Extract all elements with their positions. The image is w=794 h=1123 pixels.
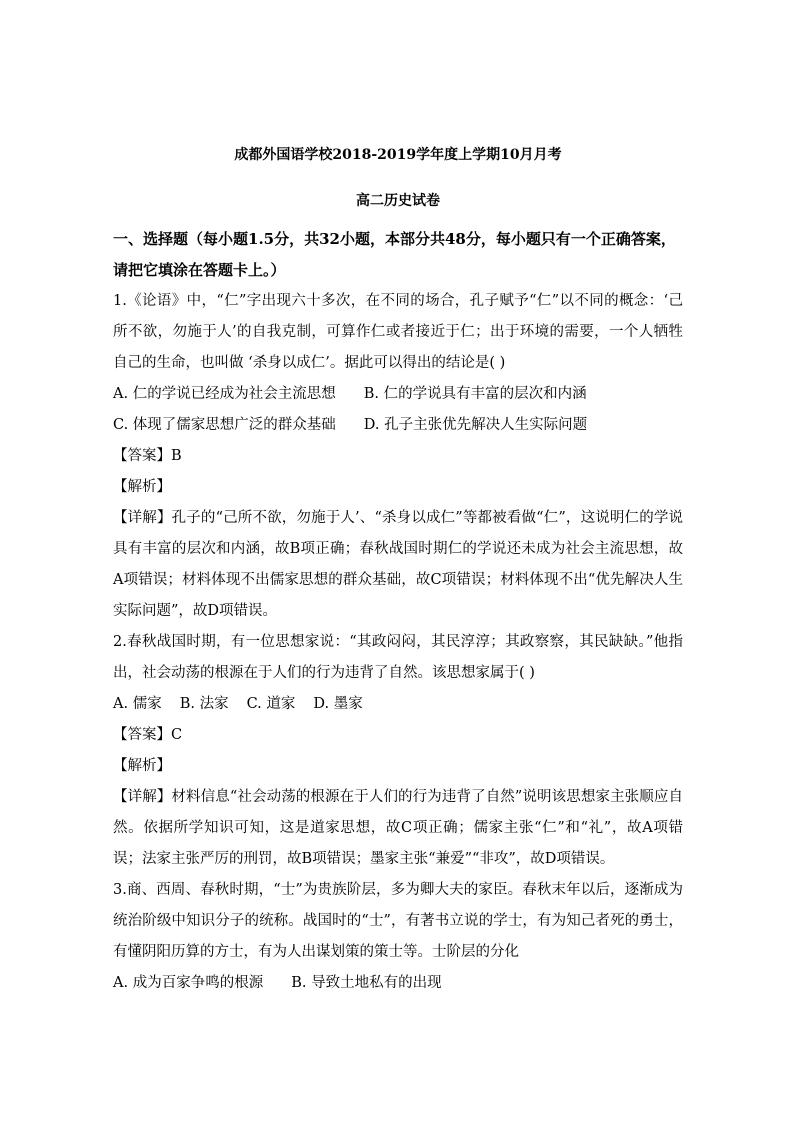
answer-label: 【答案】B bbox=[113, 448, 182, 464]
question-stem: 3.商、西周、春秋时期，“士”为贵族阶层，多为卿大夫的家臣。春秋末年以后，逐渐成为统治阶级中知识分子的统称。战国时的“士”，有著书立说的学士，有为知己者死的勇士，有懂阴阳历算的方士，有为人出谋划策的策士等。士阶层的分化 bbox=[113, 882, 683, 960]
question-3 bbox=[113, 875, 683, 999]
exam-subtitle: 高二历史试卷 bbox=[356, 193, 440, 209]
question-1 bbox=[113, 286, 683, 627]
option-b: B. 法家 bbox=[179, 696, 229, 712]
exam-title: 成都外国语学校2018-2019学年度上学期10月月考 bbox=[234, 147, 562, 163]
question-stem: 1.《论语》中，“仁”字出现六十多次，在不同的场合，孔子赋予“仁”以不同的概念：‘己所不欲，勿施于人’的自我克制，可算作仁或者接近于仁；出于环境的需要，一个人牺牲自己的生命，也叫做 ‘杀身以成仁’。据此可以得出的结论是( ) bbox=[113, 293, 683, 371]
analysis-label: 【解析】 bbox=[113, 479, 171, 495]
option-c: C. 道家 bbox=[246, 696, 296, 712]
question-2 bbox=[113, 627, 683, 875]
detail-explanation: 【详解】孔子的“己所不欲，勿施于人’、“杀身以成仁”等都被看做“仁”，这说明仁的学说具有丰富的层次和内涵，故B项正确；春秋战国时期仁的学说还未成为社会主流思想，故A项错误；材料体现不出儒家思想的群众基础，故C项错误；材料体现不出“优先解决人生实际问题”，故D项错误。 bbox=[113, 510, 683, 619]
option-row bbox=[113, 410, 683, 441]
option-b: B. 仁的学说具有丰富的层次和内涵 bbox=[363, 386, 587, 402]
section-heading: 一、选择题（每小题1.5分，共32小题，本部分共48分，每小题只有一个正确答案，请把它填涂在答题卡上。） bbox=[113, 230, 676, 279]
option-a: A. 仁的学说已经成为社会主流思想 bbox=[113, 386, 336, 402]
option-a: A. 成为百家争鸣的根源 bbox=[113, 975, 264, 991]
question-stem: 2.春秋战国时期，有一位思想家说：“其政闷闷，其民淳淳；其政察察，其民缺缺。”他指出，社会动荡的根源在于人们的行为违背了自然。该思想家属于( ) bbox=[113, 634, 683, 681]
option-c: C. 体现了儒家思想广泛的群众基础 bbox=[113, 417, 336, 433]
option-row bbox=[113, 689, 683, 720]
detail-explanation: 【详解】材料信息“社会动荡的根源在于人们的行为违背了自然”说明该思想家主张顺应自然。依据所学知识可知，这是道家思想，故C项正确；儒家主张“仁”和“礼”，故A项错误；法家主张严厉的刑罚，故B项错误；墨家主张“兼爱”“非攻”，故D项错误。 bbox=[113, 789, 683, 867]
option-b: B. 导致土地私有的出现 bbox=[291, 975, 442, 991]
analysis-label: 【解析】 bbox=[113, 758, 171, 774]
option-d: D. 墨家 bbox=[313, 696, 363, 712]
option-d: D. 孔子主张优先解决人生实际问题 bbox=[363, 417, 588, 433]
option-row bbox=[113, 379, 683, 410]
answer-label: 【答案】C bbox=[113, 727, 183, 743]
exam-content bbox=[113, 143, 683, 999]
option-a: A. 儒家 bbox=[113, 696, 162, 712]
option-row bbox=[113, 968, 683, 999]
